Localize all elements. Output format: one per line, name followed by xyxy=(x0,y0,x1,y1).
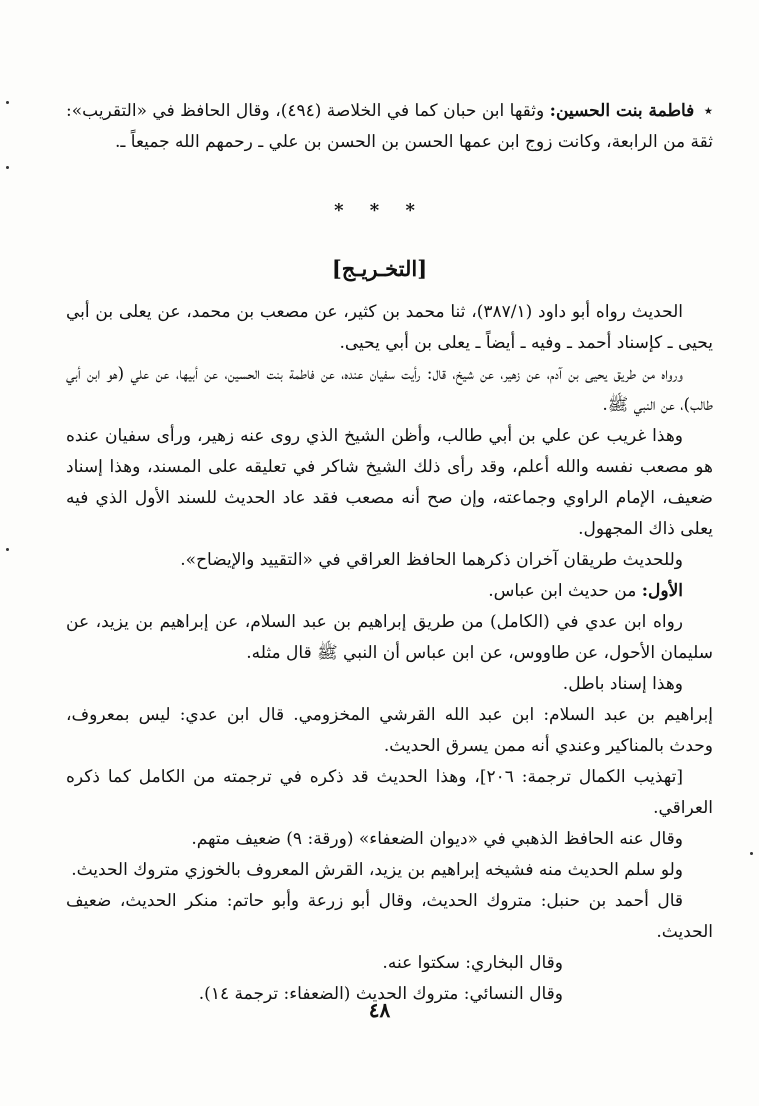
paragraph: وقال البخاري: سكتوا عنه. xyxy=(382,953,563,973)
paragraph: وللحديث طريقان آخران ذكرهما الحافظ العراقي في «التقييد والإيضاح». xyxy=(180,550,683,570)
paragraph: قال أحمد بن حنبل: متروك الحديث، وقال أبو زرعة وأبو حاتم: منكر الحديث، ضعيف الحديث. xyxy=(66,891,713,942)
entry-name: فاطمة بنت الحسين: xyxy=(549,101,695,121)
paragraph-text: من حديث ابن عباس. xyxy=(488,581,642,601)
scan-mark xyxy=(6,101,9,104)
entry-text: وثقها ابن حبان كما في الخلاصة (٤٩٤)، وقال الحافظ في «التقريب»: ثقة من الرابعة، وكانت زوج ابن عمها الحسن بن الحسن بن علي ـ رحمهم الله جميعاً ـ. xyxy=(66,101,713,152)
scan-mark xyxy=(6,166,9,169)
paragraph: ورواه من طريق يحيى بن آدم، عن زهير، عن شيخ، قال: رأيت سفيان عنده، عن فاطمة بنت الحسين، عن أبيها، عن علي (هو ابن أبي طالب)، عن النبي ﷺ. xyxy=(66,364,713,415)
paragraph: وهذا غريب عن علي بن أبي طالب، وأظن الشيخ الذي روى عنه زهير، ورأى سفيان عنده هو مصعب نفسه والله أعلم، وقد رأى ذلك الشيخ شاكر في تعليقه على المسند، وهذا إسناد ضعيف، الإمام الراوي وجماعته، وإن صح أنه مصعب فقد عاد الحديث للسند الأول الذي فيه يعلى ذاك المجهول. xyxy=(66,426,713,539)
paragraph: ولو سلم الحديث منه فشيخه إبراهيم بن يزيد، القرش المعروف بالخوزي متروك الحديث. xyxy=(71,860,683,880)
paragraph: [تهذيب الكمال ترجمة: ٢٠٦]، وهذا الحديث قد ذكره في ترجمته من الكامل كما ذكره العراقي. xyxy=(66,767,713,818)
section-separator: * * * xyxy=(334,200,425,221)
takhrij-body xyxy=(66,297,713,1010)
paragraph: وقال النسائي: متروك الحديث (الضعفاء: ترجمة ١٤). xyxy=(198,984,563,1004)
paragraph: وهذا إسناد باطل. xyxy=(562,674,683,694)
scan-mark xyxy=(6,548,9,551)
paragraph: وقال عنه الحافظ الذهبي في «ديوان الضعفاء» (ورقة: ٩) ضعيف متهم. xyxy=(191,829,683,849)
page-number: ٤٨ xyxy=(368,998,391,1022)
paragraph: رواه ابن عدي في (الكامل) من طريق إبراهيم بن عبد السلام، عن إبراهيم بن يزيد، عن سليمان الأحول، عن طاووس، عن ابن عباس أن النبي ﷺ قال مثله. xyxy=(66,612,713,663)
paragraph: إبراهيم بن عبد السلام: ابن عبد الله القرشي المخزومي. قال ابن عدي: ليس بمعروف، وحدث بالمناكير وعندي أنه ممن يسرق الحديث. xyxy=(66,705,713,756)
scan-mark xyxy=(750,852,753,855)
narrator-entry xyxy=(66,96,713,158)
section-title: [التخـريـج] xyxy=(331,256,428,281)
paragraph-lead: الأول: xyxy=(641,581,683,601)
entry-bullet: ٭ xyxy=(703,101,714,121)
paragraph xyxy=(66,576,713,607)
paragraph: الحديث رواه أبو داود (٣٨٧/١)، ثنا محمد بن كثير، عن مصعب بن محمد، عن يعلى بن أبي يحيى ـ كإسناد أحمد ـ وفيه ـ أيضاً ـ يعلى بن أبي يحيى. xyxy=(66,302,713,353)
